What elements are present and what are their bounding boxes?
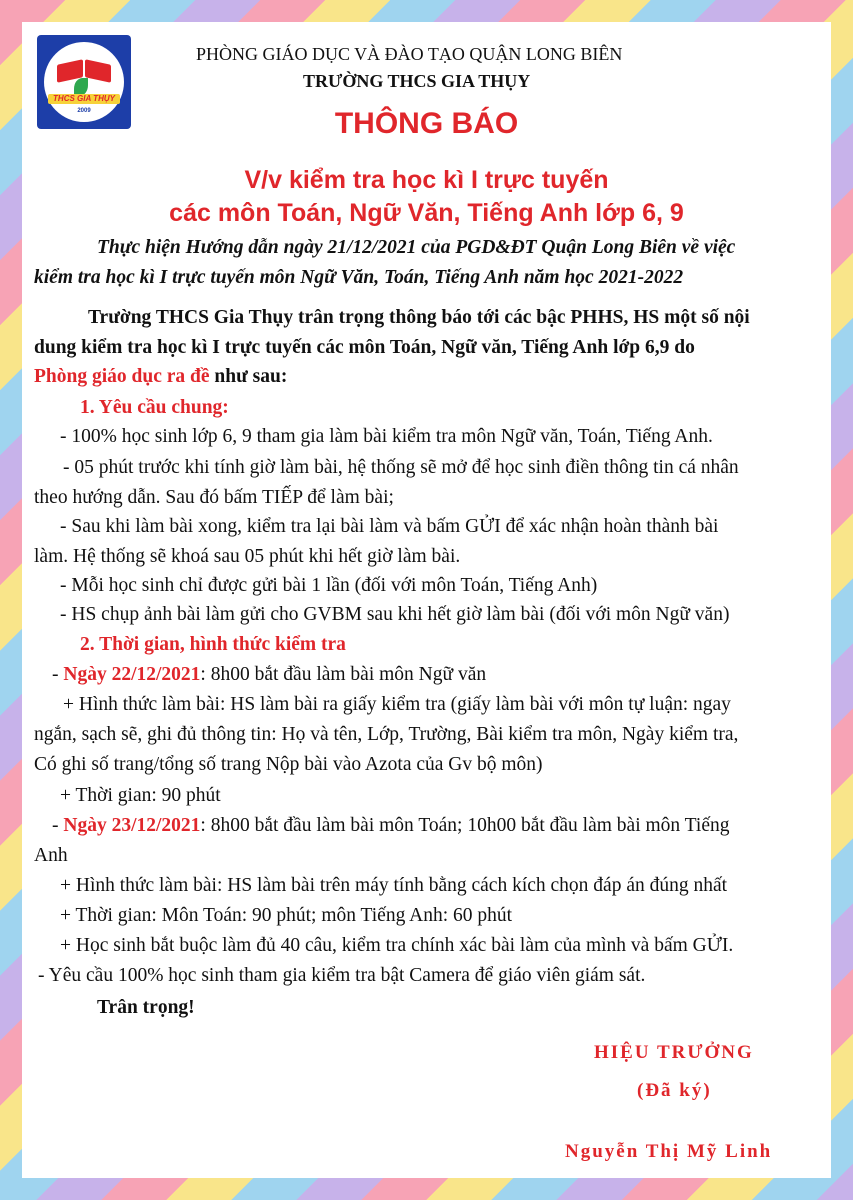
day2-date: Ngày 23/12/2021 [63, 815, 201, 836]
signer-name: Nguyễn Thị Mỹ Linh [565, 1141, 773, 1162]
announce-line3 [34, 366, 287, 388]
day1-form-line3: Có ghi số trang/tổng số trang Nộp bài vào Azota của Gv bộ môn) [34, 754, 543, 775]
logo-year: 2009 [77, 108, 91, 114]
day1-line [52, 664, 486, 686]
intro-line1: Thực hiện Hướng dẫn ngày 21/12/2021 của PGD&ĐT Quận Long Biên về việc [97, 237, 736, 258]
day1-rest: : 8h00 bắt đầu làm bài môn Ngữ văn [200, 664, 487, 685]
section1-item5: - HS chụp ảnh bài làm gửi cho GVBM sau khi hết giờ làm bài (đối với môn Ngữ văn) [60, 604, 730, 625]
signer-role: HIỆU TRƯỞNG [594, 1042, 754, 1063]
day2-dash: - [52, 815, 64, 836]
section1-item2-line2: theo hướng dẫn. Sau đó bấm TIẾP để làm bài; [34, 487, 394, 508]
section1-item3-line1: - Sau khi làm bài xong, kiểm tra lại bài làm và bấm GỬI để xác nhận hoàn thành bài [60, 516, 719, 537]
announce-line3-rest: như sau: [209, 366, 288, 387]
section2-heading: 2. Thời gian, hình thức kiểm tra [80, 634, 346, 655]
day1-form-line2: ngắn, sạch sẽ, ghi đủ thông tin: Họ và tên, Lớp, Trường, Bài kiểm tra môn, Ngày kiểm tra, [34, 724, 739, 745]
intro-line2: kiểm tra học kì I trực tuyến môn Ngữ Văn, Toán, Tiếng Anh năm học 2021-2022 [34, 267, 684, 288]
section1-item3-line2: làm. Hệ thống sẽ khoá sau 05 phút khi hết giờ làm bài. [34, 546, 461, 567]
section1-item4: - Mỗi học sinh chỉ được gửi bài 1 lần (đối với môn Toán, Tiếng Anh) [60, 575, 598, 596]
announce-department-highlight: Phòng giáo dục ra đề [34, 366, 210, 387]
section1-heading: 1. Yêu cầu chung: [80, 397, 229, 418]
day2-line [52, 815, 729, 837]
day1-time: + Thời gian: 90 phút [60, 785, 221, 806]
announce-line2: dung kiểm tra học kì I trực tuyến các môn Toán, Ngữ văn, Tiếng Anh lớp 6,9 do [34, 337, 695, 358]
logo-book-right-icon [85, 59, 111, 83]
notice-title: THÔNG BÁO [334, 107, 519, 140]
notice-subject-line2: các môn Toán, Ngữ Văn, Tiếng Anh lớp 6, 9 [169, 199, 684, 227]
logo-school-name: THCS GIA THỤY [48, 94, 120, 104]
school-name: TRƯỜNG THCS GIA THỤY [303, 71, 531, 91]
day1-dash: - [52, 664, 64, 685]
day2-time: + Thời gian: Môn Toán: 90 phút; môn Tiếng Anh: 60 phút [60, 905, 513, 926]
section1-item2-line1: - 05 phút trước khi tính giờ làm bài, hệ thống sẽ mở để học sinh điền thông tin cá nhân [63, 457, 739, 478]
day1-date: Ngày 22/12/2021 [63, 664, 201, 685]
day1-form-line1: + Hình thức làm bài: HS làm bài ra giấy kiểm tra (giấy làm bài với môn tự luận: ngay [63, 694, 731, 715]
day2-form: + Hình thức làm bài: HS làm bài trên máy tính bằng cách kích chọn đáp án đúng nhất [60, 875, 728, 896]
day2-require: + Học sinh bắt buộc làm đủ 40 câu, kiểm tra chính xác bài làm của mình và bấm GỬI. [60, 935, 734, 956]
announce-line1: Trường THCS Gia Thụy trân trọng thông báo tới các bậc PHHS, HS một số nội [88, 307, 750, 328]
day2-rest: : 8h00 bắt đầu làm bài môn Toán; 10h00 bắt đầu làm bài môn Tiếng [200, 815, 730, 836]
day2-line2: Anh [34, 845, 68, 866]
notice-subject-line1: V/v kiểm tra học kì I trực tuyến [244, 166, 609, 194]
section1-item1: - 100% học sinh lớp 6, 9 tham gia làm bài kiểm tra môn Ngữ văn, Toán, Tiếng Anh. [60, 426, 713, 447]
signed-note: (Đã ký) [637, 1080, 712, 1101]
regards: Trân trọng! [97, 997, 195, 1018]
camera-requirement: - Yêu cầu 100% học sinh tham gia kiểm tra bật Camera để giáo viên giám sát. [38, 965, 646, 986]
department-name: PHÒNG GIÁO DỤC VÀ ĐÀO TẠO QUẬN LONG BIÊN [196, 44, 623, 64]
